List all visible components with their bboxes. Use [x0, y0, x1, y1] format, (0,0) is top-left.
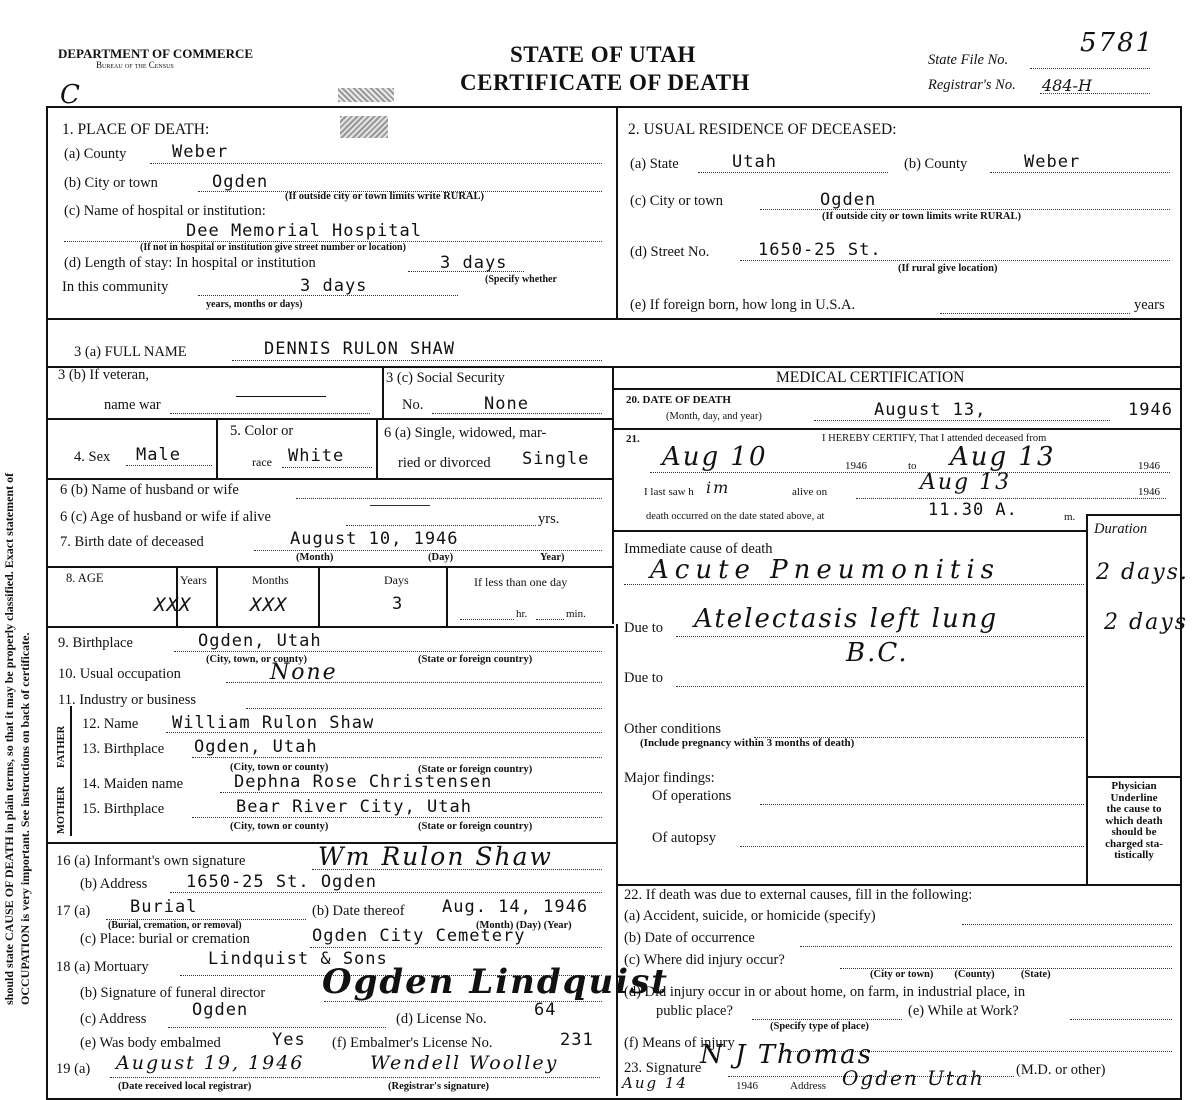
age-days: 3: [392, 594, 404, 614]
cert-num: 21.: [626, 433, 640, 445]
mother-maiden-line: [220, 792, 602, 793]
physician-note-line: tistically: [1114, 849, 1154, 861]
alive-year: 1946: [1138, 486, 1160, 498]
informant-address-label: (b) Address: [80, 876, 148, 892]
embalmer: 231: [560, 1030, 594, 1050]
last-saw: im: [706, 478, 731, 497]
res-state: Utah: [732, 152, 777, 172]
res-street-note: (If rural give location): [898, 263, 998, 274]
margin-instructions-1: should state CAUSE OF DEATH in plain terms, so that it may be properly classified. Exact statement of: [2, 472, 16, 1005]
res-foreign-line: [940, 313, 1130, 314]
signature-date: Aug 14: [622, 1074, 688, 1092]
mother-maiden-label: 14. Maiden name: [82, 776, 184, 792]
min-label: min.: [566, 608, 586, 620]
pod-county: Weber: [172, 142, 229, 162]
sex-color-divider: [216, 418, 218, 478]
mort-address: Ogden: [192, 1000, 249, 1020]
physician-signature: N J Thomas: [700, 1040, 873, 1070]
sex-line: [126, 465, 212, 466]
husband-line: [296, 498, 602, 499]
md-label: (M.D. or other): [1016, 1062, 1106, 1078]
signature-23-label: 23. Signature: [624, 1060, 702, 1076]
father-bp-label: 13. Birthplace: [82, 741, 165, 757]
dod-line: [814, 420, 1110, 421]
race-label: race: [252, 455, 272, 469]
received-line: [110, 1077, 600, 1078]
full-name-line: [232, 360, 602, 361]
signature-address-label: Address: [790, 1080, 827, 1092]
age-months: XXX: [250, 594, 288, 616]
immediate-cause: Acute Pneumonitis: [650, 555, 1001, 585]
other-conditions-label: Other conditions: [624, 721, 722, 737]
physician-note-line: the cause to: [1106, 803, 1162, 815]
mother-maiden: Dephna Rose Christensen: [234, 772, 493, 792]
embalmer-label: (f) Embalmer's License No.: [332, 1035, 493, 1051]
res-city: Ogden: [820, 190, 877, 210]
less-than-day-label: If less than one day: [474, 575, 568, 589]
last-saw-label: I last saw h: [644, 486, 694, 498]
medical-20-bottom: [612, 428, 1180, 430]
res-state-line: [698, 172, 888, 173]
external-d2: public place?: [656, 1003, 733, 1019]
mother-bp-note-2: (State or foreign country): [418, 821, 533, 832]
to-year: 1946: [1138, 460, 1160, 472]
external-a-line: [962, 924, 1172, 925]
age-div-2: [216, 566, 218, 626]
pod-hospital: Dee Memorial Hospital: [186, 221, 422, 241]
pod-specify-note: (Specify whether: [485, 274, 557, 285]
res-city-note: (If outside city or town limits write RURAL): [822, 211, 1021, 222]
res-county: Weber: [1024, 152, 1081, 172]
duration-column: [1086, 514, 1088, 884]
state-file-value: 5781: [1080, 28, 1155, 58]
burial-place-label: (c) Place: burial or cremation: [80, 931, 250, 947]
autopsy-line: [740, 846, 1084, 847]
full-name: DENNIS RULON SHAW: [264, 339, 455, 359]
birth-date: August 10, 1946: [290, 529, 459, 549]
res-state-label: (a) State: [630, 156, 679, 172]
res-city-label: (c) City or town: [630, 193, 724, 209]
alive-line: [856, 498, 1166, 499]
informant-sig-label: 16 (a) Informant's own signature: [56, 853, 246, 869]
burial-date-label: (b) Date thereof: [312, 903, 405, 919]
color-label: 5. Color or: [230, 423, 294, 439]
residence-heading: 2. USUAL RESIDENCE OF DECEASED:: [628, 121, 897, 138]
immediate-duration: 2 days.: [1096, 560, 1189, 585]
registrar-sig-note: (Registrar's signature): [388, 1081, 489, 1092]
full-name-label: 3 (a) FULL NAME: [74, 344, 187, 360]
name-war-dash: [236, 396, 326, 397]
dod-year: 1946: [1128, 400, 1173, 420]
external-b: (b) Date of occurrence: [624, 930, 755, 946]
mother-bp-line: [192, 817, 602, 818]
external-a: (a) Accident, suicide, or homicide (specify): [624, 908, 876, 924]
birth-date-label: 7. Birth date of deceased: [60, 534, 204, 550]
yrs-label: yrs.: [538, 511, 560, 527]
row-veteran-bottom: [46, 418, 614, 420]
medical-21-bottom: [612, 530, 1086, 532]
birthplace-label: 9. Birthplace: [58, 635, 133, 651]
pod-community-label: In this community: [62, 279, 169, 295]
death-m: m.: [1064, 511, 1076, 523]
place-of-death-heading: 1. PLACE OF DEATH:: [62, 121, 210, 138]
res-county-label: (b) County: [904, 156, 968, 172]
medical-top: [612, 366, 1180, 368]
disposition-note: (Burial, cremation, or removal): [108, 920, 242, 931]
occupation-label: 10. Usual occupation: [58, 666, 181, 682]
birthplace: Ogden, Utah: [198, 631, 322, 651]
external-d-note: (Specify type of place): [770, 1021, 869, 1032]
res-years: years: [1134, 297, 1165, 313]
age-days-label: Days: [384, 573, 409, 587]
father-bp-note-1: (City, town or county): [230, 762, 329, 773]
pod-hospital-note: (If not in hospital or institution give street number or location): [140, 242, 406, 253]
pod-city-note: (If outside city or town limits write RURAL): [285, 191, 484, 202]
external-c-note: (City or town) (County) (State): [870, 969, 1051, 980]
res-street-line: [740, 260, 1170, 261]
dod: August 13,: [874, 400, 987, 420]
burial-place-line: [310, 947, 602, 948]
divider-medical-left-2: [616, 624, 618, 1096]
bureau: Bureau of the Census: [96, 60, 174, 70]
external-d: (d) Did injury occur in or about home, on farm, in industrial place, in: [624, 984, 1026, 1000]
res-county-line: [990, 172, 1170, 173]
age-years: XXX: [154, 594, 192, 616]
state-title: STATE OF UTAH: [510, 42, 696, 67]
informant-address: 1650-25 St. Ogden: [186, 872, 377, 892]
burial-date-note: (Month) (Day) (Year): [476, 920, 572, 931]
informant-sig: Wm Rulon Shaw: [318, 842, 553, 871]
physician-note-box: [1090, 781, 1178, 862]
occupation: None: [270, 660, 338, 685]
age-div-4: [446, 566, 448, 626]
month-note: (Month): [296, 552, 334, 563]
due-to-label: Due to: [624, 620, 664, 636]
hr-label: hr.: [516, 608, 528, 620]
industry-label: 11. Industry or business: [58, 692, 197, 708]
state-file-label: State File No.: [928, 52, 1009, 68]
row-sex-bottom: [46, 478, 614, 480]
stamp-smudge: [338, 88, 394, 102]
corner-mark: C: [60, 80, 82, 110]
major-findings-label: Major findings:: [624, 770, 715, 786]
physician-note-line: which death: [1105, 814, 1163, 827]
pod-city: Ogden: [212, 172, 269, 192]
embalmed: Yes: [272, 1030, 306, 1050]
physician-note-line: Physician: [1111, 780, 1157, 792]
marital: Single: [522, 449, 590, 469]
marital-label-2: ried or divorced: [398, 455, 491, 471]
attended-to: Aug 13: [950, 442, 1056, 472]
state-file-line: [1030, 68, 1150, 69]
death-occurred: death occurred on the date stated above, at: [646, 511, 825, 522]
age-months-label: Months: [252, 573, 289, 587]
alive-date: Aug 13: [920, 470, 1012, 495]
name-war-line: [170, 413, 370, 414]
industry-line: [246, 708, 602, 709]
external-heading: 22. If death was due to external causes, fill in the following:: [624, 887, 973, 903]
veteran-label: 3 (b) If veteran,: [58, 367, 149, 383]
mother-side-label: MOTHER: [56, 786, 67, 834]
director-sig: Ogden Lindquist: [322, 962, 669, 1002]
registrar-value: 484-H: [1042, 76, 1092, 95]
father-mother-bracket: [70, 706, 72, 836]
mort-address-label: (c) Address: [80, 1011, 147, 1027]
father-bp-line: [192, 757, 602, 758]
birthplace-line: [174, 651, 602, 652]
due-to-2-label: Due to: [624, 670, 664, 686]
day-note: (Day): [428, 552, 454, 563]
race: White: [288, 446, 345, 466]
mother-bp: Bear River City, Utah: [236, 797, 472, 817]
mother-bp-note-1: (City, town or county): [230, 821, 329, 832]
physician-note-line: Underline: [1110, 791, 1158, 804]
immediate-label: Immediate cause of death: [624, 541, 773, 557]
min-line: [536, 619, 564, 620]
husband-age-label: 6 (c) Age of husband or wife if alive: [60, 509, 271, 525]
cert-text: I HEREBY CERTIFY, That I attended deceased from: [822, 433, 1047, 444]
physician-box-top: [1086, 776, 1180, 778]
husband-age-line: [346, 525, 536, 526]
physician-note-line: should be: [1111, 826, 1157, 838]
row-age-bottom: [46, 626, 614, 628]
from-year: 1946: [845, 460, 867, 472]
autopsy-label: Of autopsy: [652, 830, 717, 846]
other-conditions-note: (Include pregnancy within 3 months of death): [640, 737, 855, 749]
pod-county-line: [150, 163, 602, 164]
registrar-sig: Wendell Woolley: [370, 1052, 559, 1074]
attended-from: Aug 10: [662, 442, 768, 472]
external-b-line: [800, 946, 1172, 947]
mort-address-line: [168, 1027, 386, 1028]
director-label: (b) Signature of funeral director: [80, 985, 266, 1001]
marital-label: 6 (a) Single, widowed, mar-: [384, 425, 547, 441]
margin-instructions-2: OCCUPATION is very important. See instructions on back of certificate.: [18, 632, 32, 1005]
mortuary: Lindquist & Sons: [208, 949, 388, 969]
duration-label: Duration: [1094, 521, 1148, 537]
disposition-label: 17 (a): [56, 903, 91, 919]
due-to-2-line: [676, 686, 1084, 687]
father-name-label: 12. Name: [82, 716, 139, 732]
registrar-label: Registrar's No.: [928, 77, 1016, 93]
medical-heading: MEDICAL CERTIFICATION: [776, 369, 965, 386]
informant-address-line: [170, 892, 602, 893]
signature-address: Ogden Utah: [842, 1066, 985, 1090]
mother-bp-label: 15. Birthplace: [82, 801, 165, 817]
birthplace-note-1: (City, town, or county): [206, 654, 308, 665]
duration-top: [1086, 514, 1180, 516]
due-to-line: [676, 636, 1084, 637]
external-e: (e) While at Work?: [908, 1003, 1019, 1019]
external-d-line: [752, 1019, 902, 1020]
res-street: 1650-25 St.: [758, 240, 882, 260]
received-note: (Date received local registrar): [118, 1081, 252, 1092]
age-years-label: Years: [180, 573, 207, 587]
external-top: [616, 884, 1180, 886]
res-street-label: (d) Street No.: [630, 244, 710, 260]
pod-stay-label: (d) Length of stay: In hospital or institution: [64, 255, 316, 271]
mortuary-label: 18 (a) Mortuary: [56, 959, 149, 975]
sex: Male: [136, 445, 181, 465]
death-time: 11.30 A.: [928, 500, 1018, 520]
pod-county-label: (a) County: [64, 146, 127, 162]
due-to-note: B.C.: [846, 638, 909, 668]
husband-age-dash: [370, 505, 430, 506]
due-to: Atelectasis left lung: [694, 604, 999, 634]
birth-date-line: [254, 550, 602, 551]
physician-note-line: charged sta-: [1105, 837, 1163, 850]
license-label: (d) License No.: [396, 1011, 487, 1027]
age-div-3: [318, 566, 320, 626]
medical-heading-bottom: [612, 388, 1180, 390]
color-marital-divider: [376, 418, 378, 478]
year-note: Year): [540, 552, 565, 563]
birthplace-note-2: (State or foreign country): [418, 654, 533, 665]
license: 64: [534, 1000, 557, 1020]
alive-on-label: alive on: [792, 486, 828, 498]
disposition: Burial: [130, 897, 198, 917]
name-war-label: name war: [104, 397, 161, 413]
operations-line: [760, 804, 1084, 805]
operations-label: Of operations: [652, 788, 732, 804]
race-line: [282, 467, 372, 468]
ss-value: None: [484, 394, 529, 414]
veteran-ss-divider: [382, 366, 384, 418]
divider-medical-left: [612, 366, 614, 624]
father-bp: Ogden, Utah: [194, 737, 318, 757]
dod-note: (Month, day, and year): [666, 411, 762, 422]
signature-year: 1946: [736, 1080, 758, 1092]
to-label: to: [908, 460, 917, 472]
sex-label: 4. Sex: [74, 449, 111, 465]
pod-stay-community: 3 days: [300, 276, 368, 296]
embalmed-label: (e) Was body embalmed: [80, 1035, 221, 1051]
father-side-label: FATHER: [56, 725, 67, 768]
due-to-duration: 2 days: [1104, 610, 1188, 635]
burial-place: Ogden City Cemetery: [312, 926, 526, 946]
certificate-title: CERTIFICATE OF DEATH: [460, 70, 750, 95]
divider-sections-1-2: [46, 318, 1180, 320]
external-e-line: [1070, 1019, 1172, 1020]
received-label: 19 (a): [56, 1061, 91, 1077]
row-birthdate-bottom: [46, 566, 614, 568]
hr-line: [460, 619, 514, 620]
dod-label: 20. DATE OF DEATH: [626, 394, 731, 406]
ss-no-label: No.: [402, 397, 424, 413]
pod-city-label: (b) City or town: [64, 175, 158, 191]
department: DEPARTMENT OF COMMERCE: [58, 46, 254, 61]
husband-label: 6 (b) Name of husband or wife: [60, 482, 239, 498]
res-foreign-label: (e) If foreign born, how long in U.S.A.: [630, 297, 856, 313]
received-date: August 19, 1946: [116, 1052, 305, 1074]
external-c: (c) Where did injury occur?: [624, 952, 785, 968]
burial-date: Aug. 14, 1946: [442, 897, 589, 917]
external-f: (f) Means of injury: [624, 1035, 735, 1051]
father-name: William Rulon Shaw: [172, 713, 375, 733]
ss-label: 3 (c) Social Security: [386, 370, 505, 386]
father-bp-note-2: (State or foreign country): [418, 764, 533, 775]
attended-line: [650, 472, 1170, 473]
age-label: 8. AGE: [66, 571, 104, 585]
pod-years-note: years, months or days): [206, 299, 303, 310]
pod-hospital-label: (c) Name of hospital or institution:: [64, 203, 266, 219]
pod-stay-hospital: 3 days: [440, 253, 508, 273]
divider-top-vertical: [616, 106, 618, 318]
